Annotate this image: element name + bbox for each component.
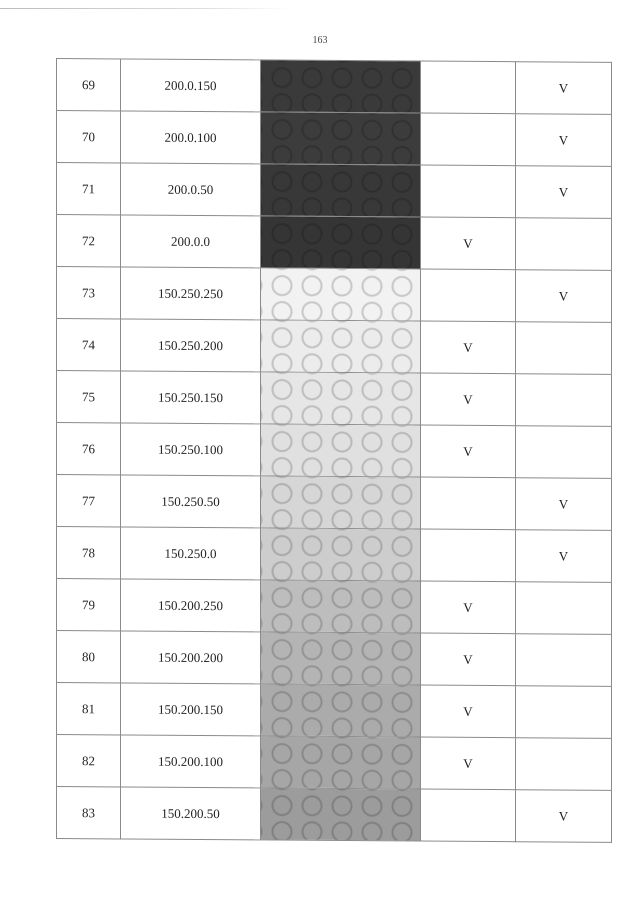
table-row [57, 267, 612, 323]
mark-column-a [421, 61, 516, 114]
table-row [57, 215, 612, 271]
color-swatch [261, 476, 421, 529]
row-number: 71 [57, 163, 121, 215]
mark-column-a [421, 165, 516, 218]
swatch-fill [261, 736, 420, 788]
row-number: 70 [57, 111, 121, 163]
color-code: 150.250.200 [121, 319, 261, 372]
mark-column-a: V [421, 425, 516, 478]
color-code: 150.200.200 [121, 631, 261, 684]
mark-column-b [516, 634, 612, 687]
mark-column-a [421, 789, 516, 842]
mark-column-a [421, 477, 516, 530]
swatch-fill [261, 476, 420, 528]
mark-column-b: V [516, 62, 612, 115]
row-number: 75 [57, 371, 121, 423]
mark-column-a: V [421, 373, 516, 426]
color-code: 150.200.50 [121, 787, 261, 840]
table-row [57, 59, 612, 115]
table-row [57, 527, 612, 583]
color-code: 200.0.50 [121, 163, 261, 216]
table-row [57, 579, 612, 635]
row-number: 73 [57, 267, 121, 319]
table-row [57, 423, 612, 479]
color-code: 200.0.100 [121, 111, 261, 164]
color-swatch [261, 320, 421, 373]
table-row [57, 787, 612, 843]
mark-column-b: V [516, 478, 612, 531]
row-number: 76 [57, 423, 121, 475]
color-swatch [261, 268, 421, 321]
color-swatch [261, 372, 421, 425]
row-number: 81 [57, 683, 121, 735]
color-code: 150.200.150 [121, 683, 261, 736]
swatch-fill [261, 320, 420, 372]
swatch-fill [261, 60, 420, 112]
table-row [57, 683, 612, 739]
table-row [57, 371, 612, 427]
swatch-fill [261, 216, 420, 268]
color-code: 150.250.150 [121, 371, 261, 424]
swatch-fill [261, 112, 420, 164]
color-swatch [261, 216, 421, 269]
color-code: 200.0.150 [121, 59, 261, 112]
color-swatch [261, 424, 421, 477]
mark-column-b [516, 322, 612, 375]
table-row [57, 163, 612, 219]
mark-column-a: V [421, 737, 516, 790]
color-swatch [261, 788, 421, 841]
page-number: 163 [312, 35, 328, 46]
mark-column-b: V [516, 530, 612, 583]
table-body [57, 59, 612, 843]
swatch-fill [261, 632, 420, 684]
mark-column-b [516, 374, 612, 427]
mark-column-a: V [421, 217, 516, 270]
mark-column-b: V [516, 166, 612, 219]
swatch-fill [261, 424, 420, 476]
mark-column-b: V [516, 114, 612, 167]
mark-column-a: V [421, 581, 516, 634]
swatch-fill [261, 788, 420, 840]
mark-column-b [516, 426, 612, 479]
color-table [56, 58, 612, 843]
swatch-fill [261, 528, 420, 580]
mark-column-a: V [421, 685, 516, 738]
color-code: 150.250.50 [121, 475, 261, 528]
mark-column-a: V [421, 321, 516, 374]
mark-column-b [516, 218, 612, 271]
color-code: 200.0.0 [121, 215, 261, 268]
swatch-fill [261, 684, 420, 736]
row-number: 78 [57, 527, 121, 579]
color-swatch [261, 684, 421, 737]
swatch-fill [261, 164, 420, 216]
mark-column-a: V [421, 633, 516, 686]
color-swatch [261, 736, 421, 789]
mark-column-b [516, 582, 612, 635]
color-swatch [261, 528, 421, 581]
mark-column-b: V [516, 270, 612, 323]
color-swatch [261, 60, 421, 113]
swatch-fill [261, 372, 420, 424]
color-code: 150.200.100 [121, 735, 261, 788]
row-number: 83 [57, 787, 121, 839]
table-row [57, 475, 612, 531]
table-row [57, 111, 612, 167]
row-number: 74 [57, 319, 121, 371]
color-code: 150.250.0 [121, 527, 261, 580]
swatch-fill [261, 580, 420, 632]
swatch-fill [261, 268, 420, 320]
mark-column-b [516, 738, 612, 791]
table-row [57, 735, 612, 791]
row-number: 72 [57, 215, 121, 267]
table-row [57, 631, 612, 687]
color-code: 150.250.100 [121, 423, 261, 476]
color-swatch [261, 164, 421, 217]
row-number: 79 [57, 579, 121, 631]
row-number: 77 [57, 475, 121, 527]
row-number: 80 [57, 631, 121, 683]
color-code: 150.200.250 [121, 579, 261, 632]
row-number: 69 [57, 59, 121, 111]
mark-column-b: V [516, 790, 612, 843]
mark-column-a [421, 269, 516, 322]
mark-column-a [421, 529, 516, 582]
mark-column-b [516, 686, 612, 739]
color-swatch [261, 580, 421, 633]
color-swatch [261, 112, 421, 165]
color-code: 150.250.250 [121, 267, 261, 320]
color-swatch [261, 632, 421, 685]
row-number: 82 [57, 735, 121, 787]
mark-column-a [421, 113, 516, 166]
table-row [57, 319, 612, 375]
scan-edge-line [0, 8, 290, 9]
color-table-wrapper [56, 58, 611, 832]
